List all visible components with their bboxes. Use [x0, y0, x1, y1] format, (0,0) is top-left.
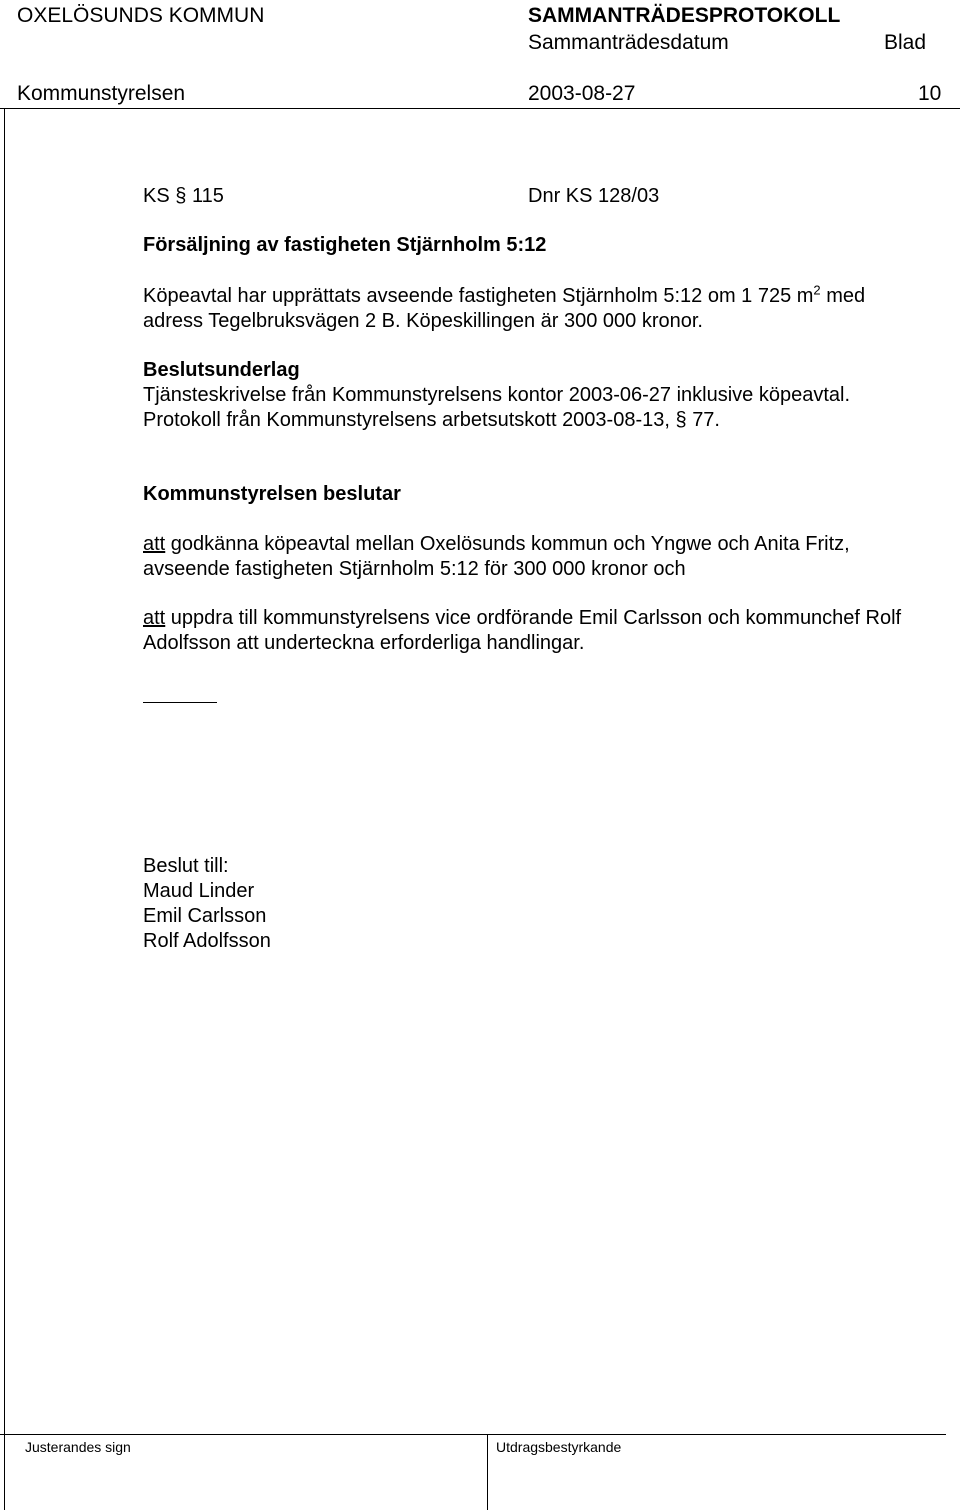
municipality-name: OXELÖSUNDS KOMMUN [17, 4, 265, 27]
recipient: Rolf Adolfsson [143, 930, 271, 952]
intro-text-b: med [820, 285, 866, 307]
distribution-heading: Beslut till: [143, 855, 229, 877]
decision-item-2-line-1 [143, 606, 901, 631]
diary-number: Dnr KS 128/03 [528, 185, 660, 207]
intro-superscript: 2 [813, 282, 821, 298]
page-label: Blad [884, 31, 927, 54]
recipient: Emil Carlsson [143, 905, 267, 927]
intro-line-2: adress Tegelbruksvägen 2 B. Köpeskillingen är 300 000 kronor. [143, 310, 703, 332]
decision-item-1-line-1 [143, 532, 850, 557]
meeting-date: 2003-08-27 [528, 82, 636, 105]
case-prefix: KS [143, 185, 170, 207]
case-id: 115 [191, 185, 224, 207]
footer-separator [487, 1434, 488, 1510]
end-of-section-rule [143, 702, 217, 703]
header-divider [0, 108, 960, 109]
att-keyword: att [143, 607, 166, 629]
left-margin-line [4, 108, 5, 1510]
page-number: 10 [918, 82, 942, 105]
basis-line-1: Tjänsteskrivelse från Kommunstyrelsens kontor 2003-06-27 inklusive köpeavtal. [143, 384, 851, 406]
decision-item-2-text: uppdra till kommunstyrelsens vice ordförande Emil Carlsson och kommunchef Rolf [165, 607, 902, 629]
case-title: Försäljning av fastigheten Stjärnholm 5:12 [143, 234, 547, 256]
basis-paragraph-number: 77. [692, 409, 720, 431]
meeting-date-label: Sammanträdesdatum [528, 31, 729, 54]
att-keyword: att [143, 533, 166, 555]
basis-heading: Beslutsunderlag [143, 359, 300, 381]
document-type: SAMMANTRÄDESPROTOKOLL [528, 4, 841, 27]
footer-justering: Justerandes sign [25, 1439, 131, 1455]
footer-certification: Utdragsbestyrkande [496, 1439, 622, 1455]
section-symbol: § [175, 185, 187, 207]
basis-line-2-text: Protokoll från Kommunstyrelsens arbetsutskott 2003-08-13, [143, 409, 670, 431]
committee-name: Kommunstyrelsen [17, 82, 186, 105]
intro-line-1 [143, 284, 865, 309]
recipient: Maud Linder [143, 880, 255, 902]
footer-divider [0, 1434, 946, 1435]
decision-item-1-text: godkänna köpeavtal mellan Oxelösunds kommun och Yngwe och Anita Fritz, [165, 533, 850, 555]
decision-item-2-line-2: Adolfsson att underteckna erforderliga handlingar. [143, 632, 585, 654]
basis-line-2 [143, 408, 720, 433]
case-number [143, 184, 224, 209]
decision-heading: Kommunstyrelsen beslutar [143, 483, 401, 505]
decision-item-1-line-2: avseende fastigheten Stjärnholm 5:12 för 300 000 kronor och [143, 558, 686, 580]
section-symbol: § [675, 409, 687, 431]
intro-text-a: Köpeavtal har upprättats avseende fastigheten Stjärnholm 5:12 om 1 725 m [143, 285, 814, 307]
